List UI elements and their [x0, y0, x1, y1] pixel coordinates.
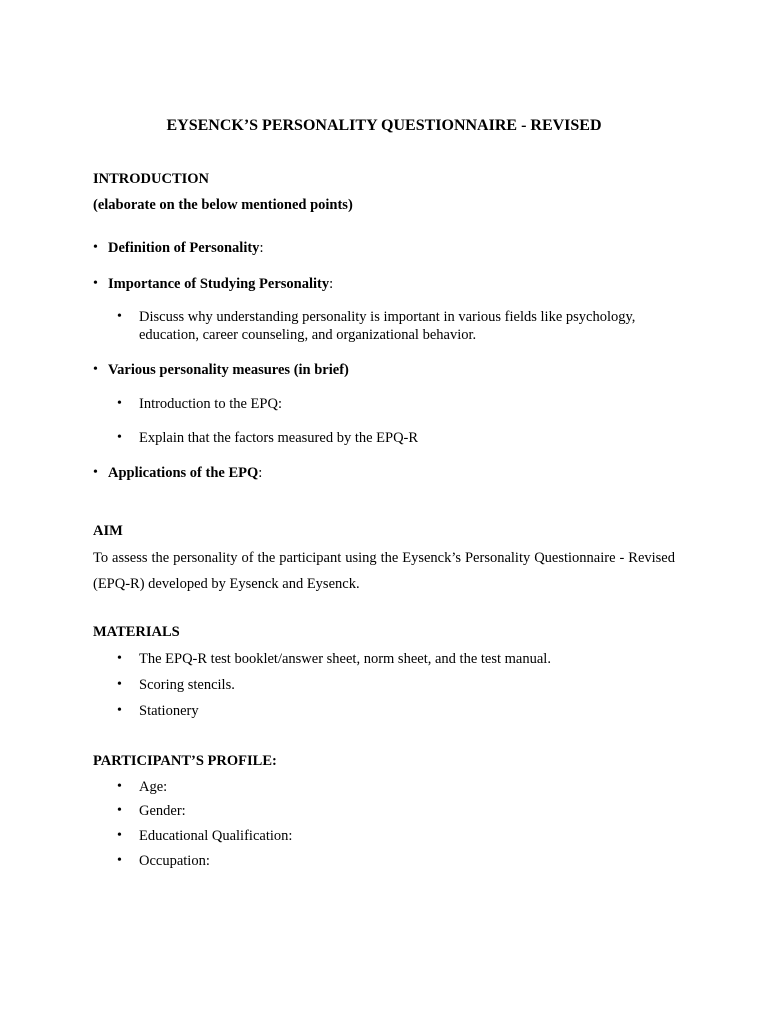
bullet-icon: •	[117, 430, 122, 445]
list-item: Occupation:	[139, 853, 210, 869]
list-item	[108, 362, 349, 379]
sub-list-item: Discuss why understanding personality is important in various fields like psychology, education, career counseling, and organizational behavior.	[139, 309, 636, 343]
bullet-icon: •	[117, 803, 122, 818]
profile-heading: PARTICIPANT’S PROFILE:	[93, 753, 277, 769]
list-item: The EPQ-R test booklet/answer sheet, norm sheet, and the test manual.	[139, 651, 551, 667]
bullet-icon: •	[117, 309, 122, 324]
bullet-icon: •	[117, 677, 122, 692]
point-label: Various personality measures (in brief)	[108, 362, 349, 378]
document-title: EYSENCK’S PERSONALITY QUESTIONNAIRE - REVISED	[166, 117, 602, 134]
list-item: Educational Qualification:	[139, 828, 293, 844]
point-suffix: :	[329, 276, 334, 292]
point-label: Applications of the EPQ	[108, 465, 259, 481]
list-item: Stationery	[139, 703, 199, 719]
materials-heading: MATERIALS	[93, 624, 180, 640]
point-suffix: :	[259, 240, 264, 256]
bullet-icon: •	[117, 779, 122, 794]
list-item: Age:	[139, 779, 168, 795]
introduction-heading: INTRODUCTION	[93, 171, 210, 187]
bullet-icon: •	[93, 276, 98, 291]
sub-list-item: Explain that the factors measured by the EPQ-R	[139, 430, 419, 446]
bullet-icon: •	[117, 703, 122, 718]
bullet-icon: •	[117, 396, 122, 411]
bullet-icon: •	[93, 240, 98, 255]
list-item: Scoring stencils.	[139, 677, 235, 693]
point-label: Importance of Studying Personality	[108, 276, 330, 292]
sub-list-item: Introduction to the EPQ:	[139, 396, 282, 412]
point-label: Definition of Personality	[108, 240, 260, 256]
list-item	[108, 240, 263, 257]
bullet-icon: •	[93, 465, 98, 480]
bullet-icon: •	[117, 828, 122, 843]
introduction-subheading: (elaborate on the below mentioned points)	[93, 197, 353, 213]
bullet-icon: •	[93, 362, 98, 377]
list-item	[108, 465, 262, 482]
bullet-icon: •	[117, 651, 122, 666]
aim-text: To assess the personality of the participant using the Eysenck’s Personality Questionnaire - Revised (EPQ-R) developed by Eysenck and Eysenck.	[93, 550, 675, 592]
bullet-icon: •	[117, 853, 122, 868]
list-item: Gender:	[139, 803, 186, 819]
point-suffix: :	[258, 465, 263, 481]
aim-heading: AIM	[93, 523, 123, 539]
list-item	[108, 276, 333, 293]
